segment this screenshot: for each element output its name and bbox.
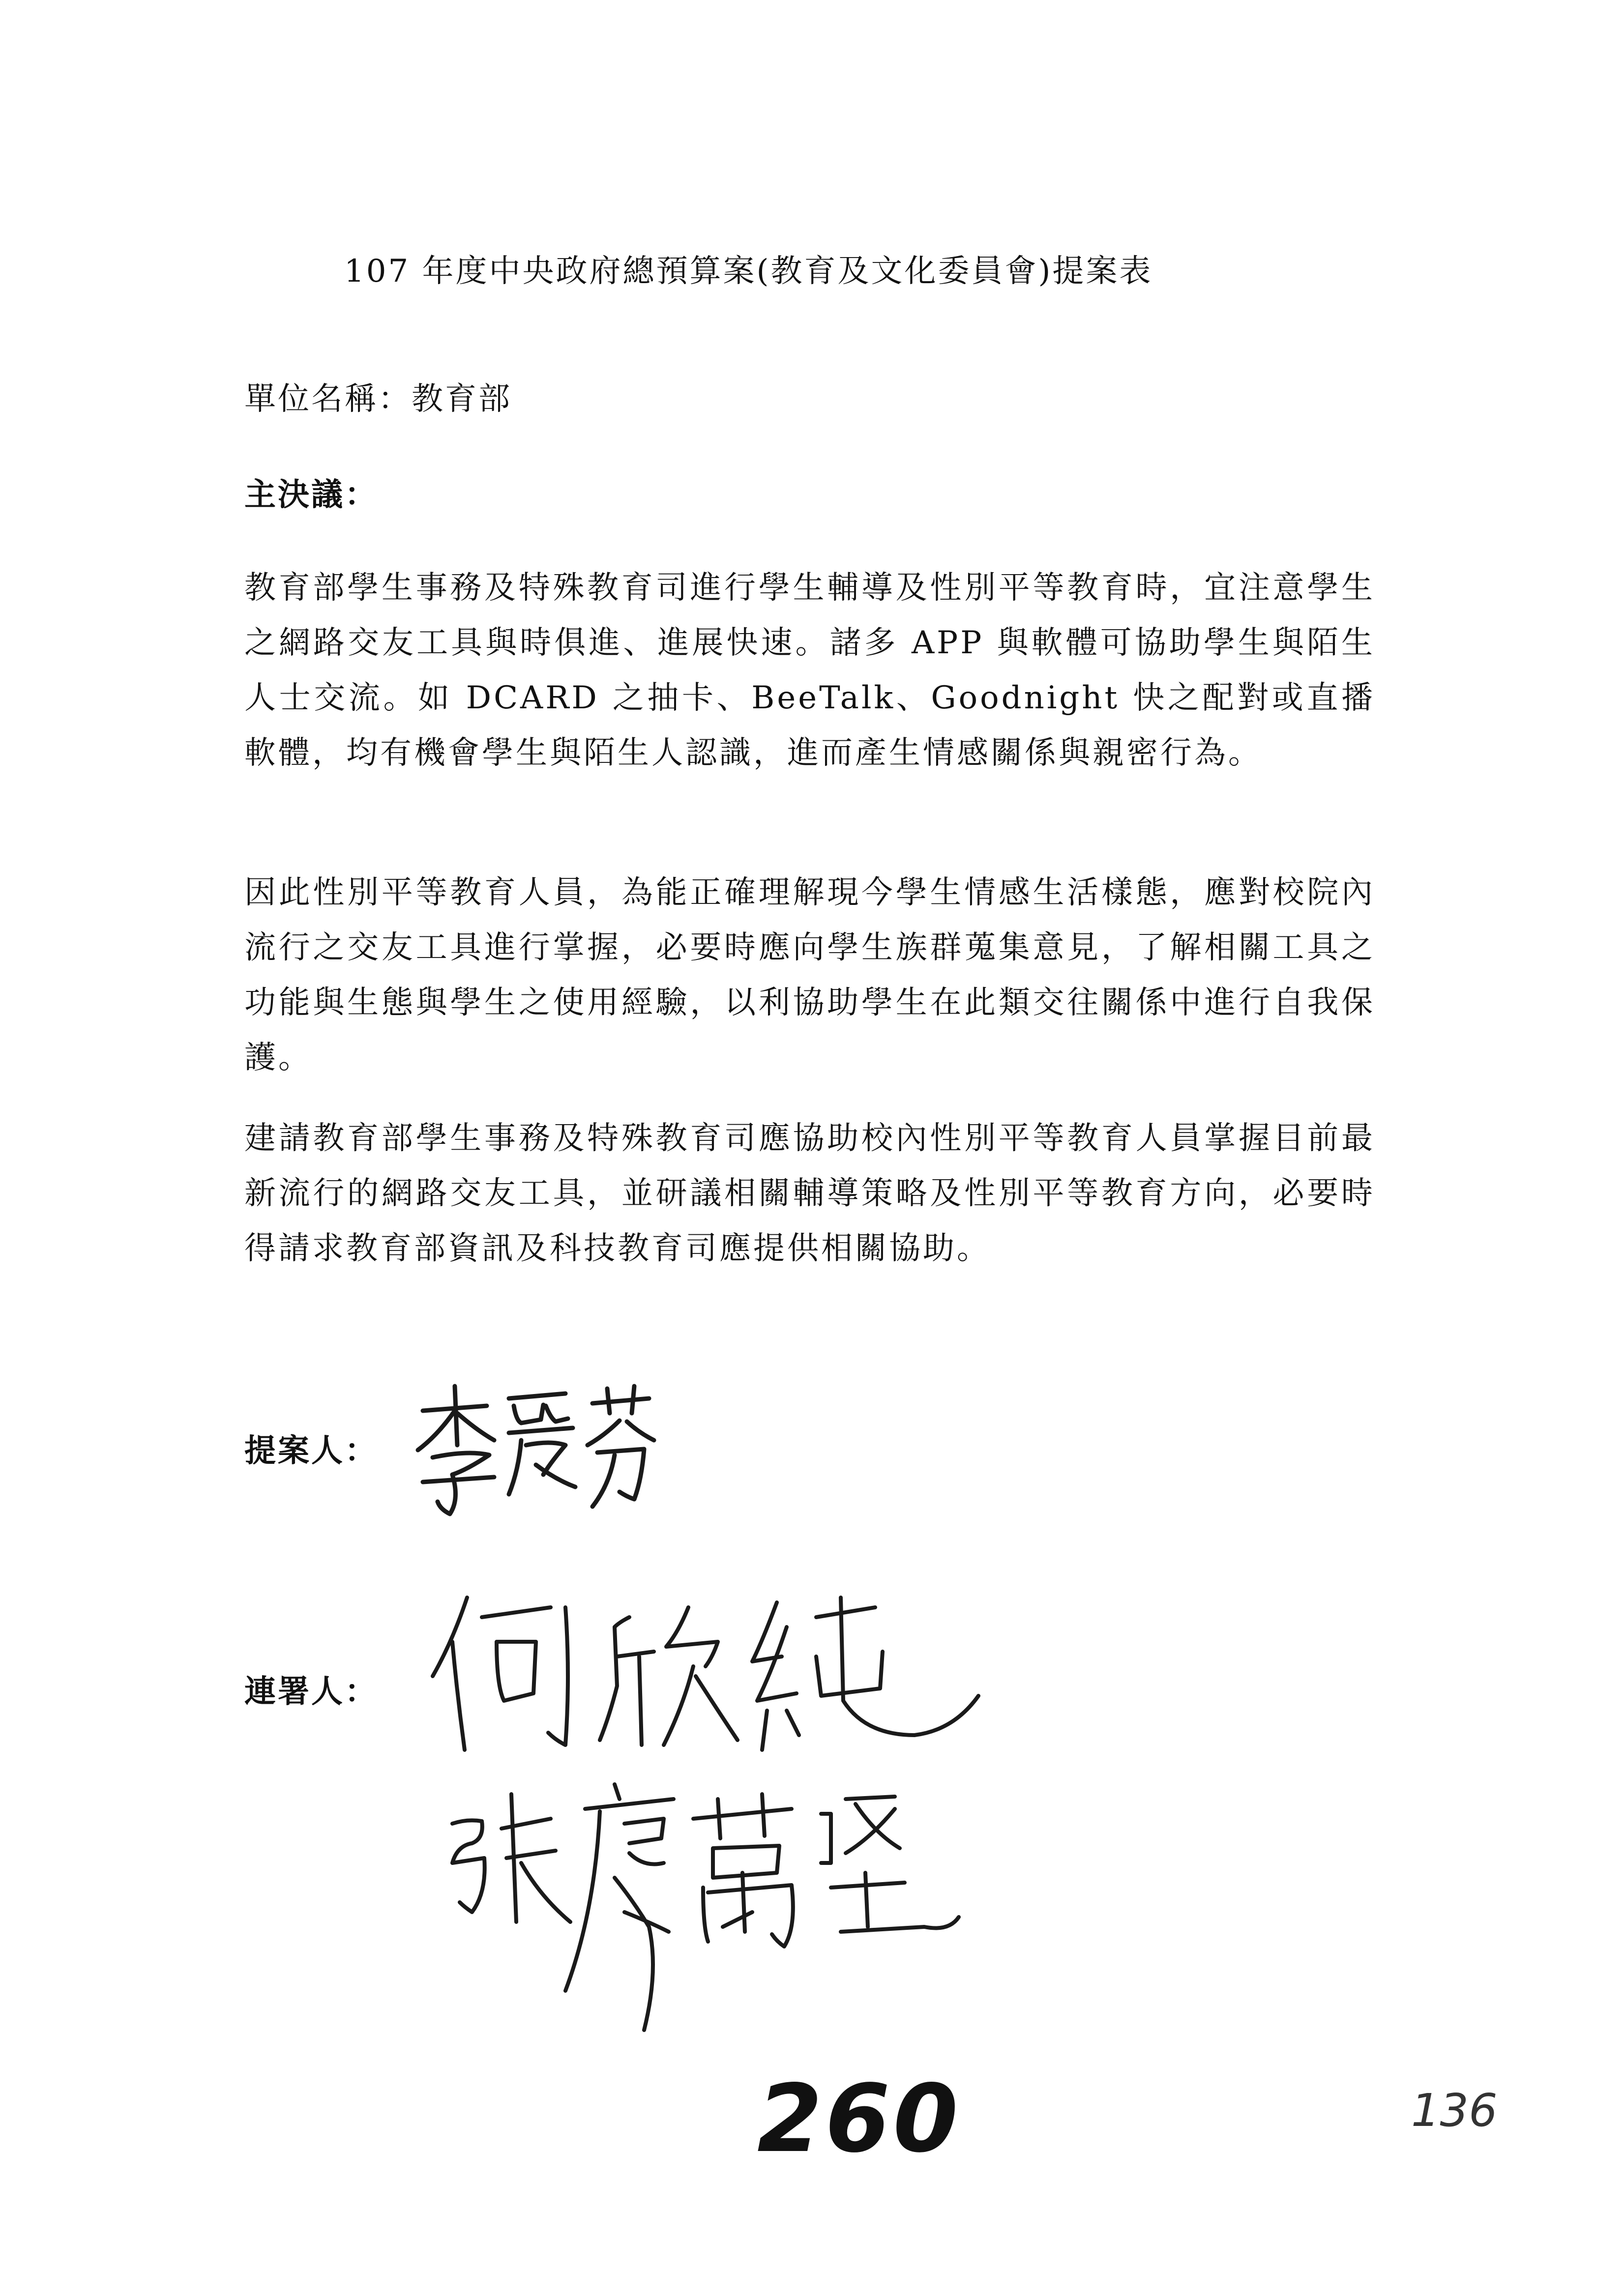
cosigner-2-signature xyxy=(438,1765,978,2040)
main-resolution-label: 主決議： xyxy=(244,476,378,513)
cosigner-1-signature xyxy=(423,1588,988,1765)
document-title: 107 年度中央政府總預算案(教育及文化委員會)提案表 xyxy=(344,253,1153,290)
page-number: 136 xyxy=(1411,2084,1498,2137)
proposer-signature xyxy=(403,1376,659,1524)
resolution-paragraph-1: 教育部學生事務及特殊教育司進行學生輔導及性別平等教育時，宜注意學生之網路交友工具與時俱進、進展快速。諸多 APP 與軟體可協助學生與陌生人士交流。如 DCARD 之抽卡、BeeTalk、Goodnight 快之配對或直播軟體，均有機會學生與陌生人認識，進而產生情感關係與親密行為。 xyxy=(244,570,1375,771)
resolution-paragraph-2: 因此性別平等教育人員，為能正確理解現今學生情感生活樣態，應對校院內流行之交友工具進行掌握，必要時應向學生族群蒐集意見，了解相關工具之功能與生態與學生之使用經驗，以利協助學生在此類交往關係中進行自我保護。 xyxy=(244,874,1375,1076)
handwritten-number: 260 xyxy=(757,2064,961,2173)
cosigner-label: 連署人： xyxy=(244,1673,378,1710)
proposer-label: 提案人： xyxy=(244,1432,378,1469)
resolution-paragraph-3: 建請教育部學生事務及特殊教育司應協助校內性別平等教育人員掌握目前最新流行的網路交友工具，並研議相關輔導策略及性別平等教育方向，必要時得請求教育部資訊及科技教育司應提供相關協助。 xyxy=(244,1120,1375,1267)
unit-name-line: 單位名稱：教育部 xyxy=(244,381,512,417)
